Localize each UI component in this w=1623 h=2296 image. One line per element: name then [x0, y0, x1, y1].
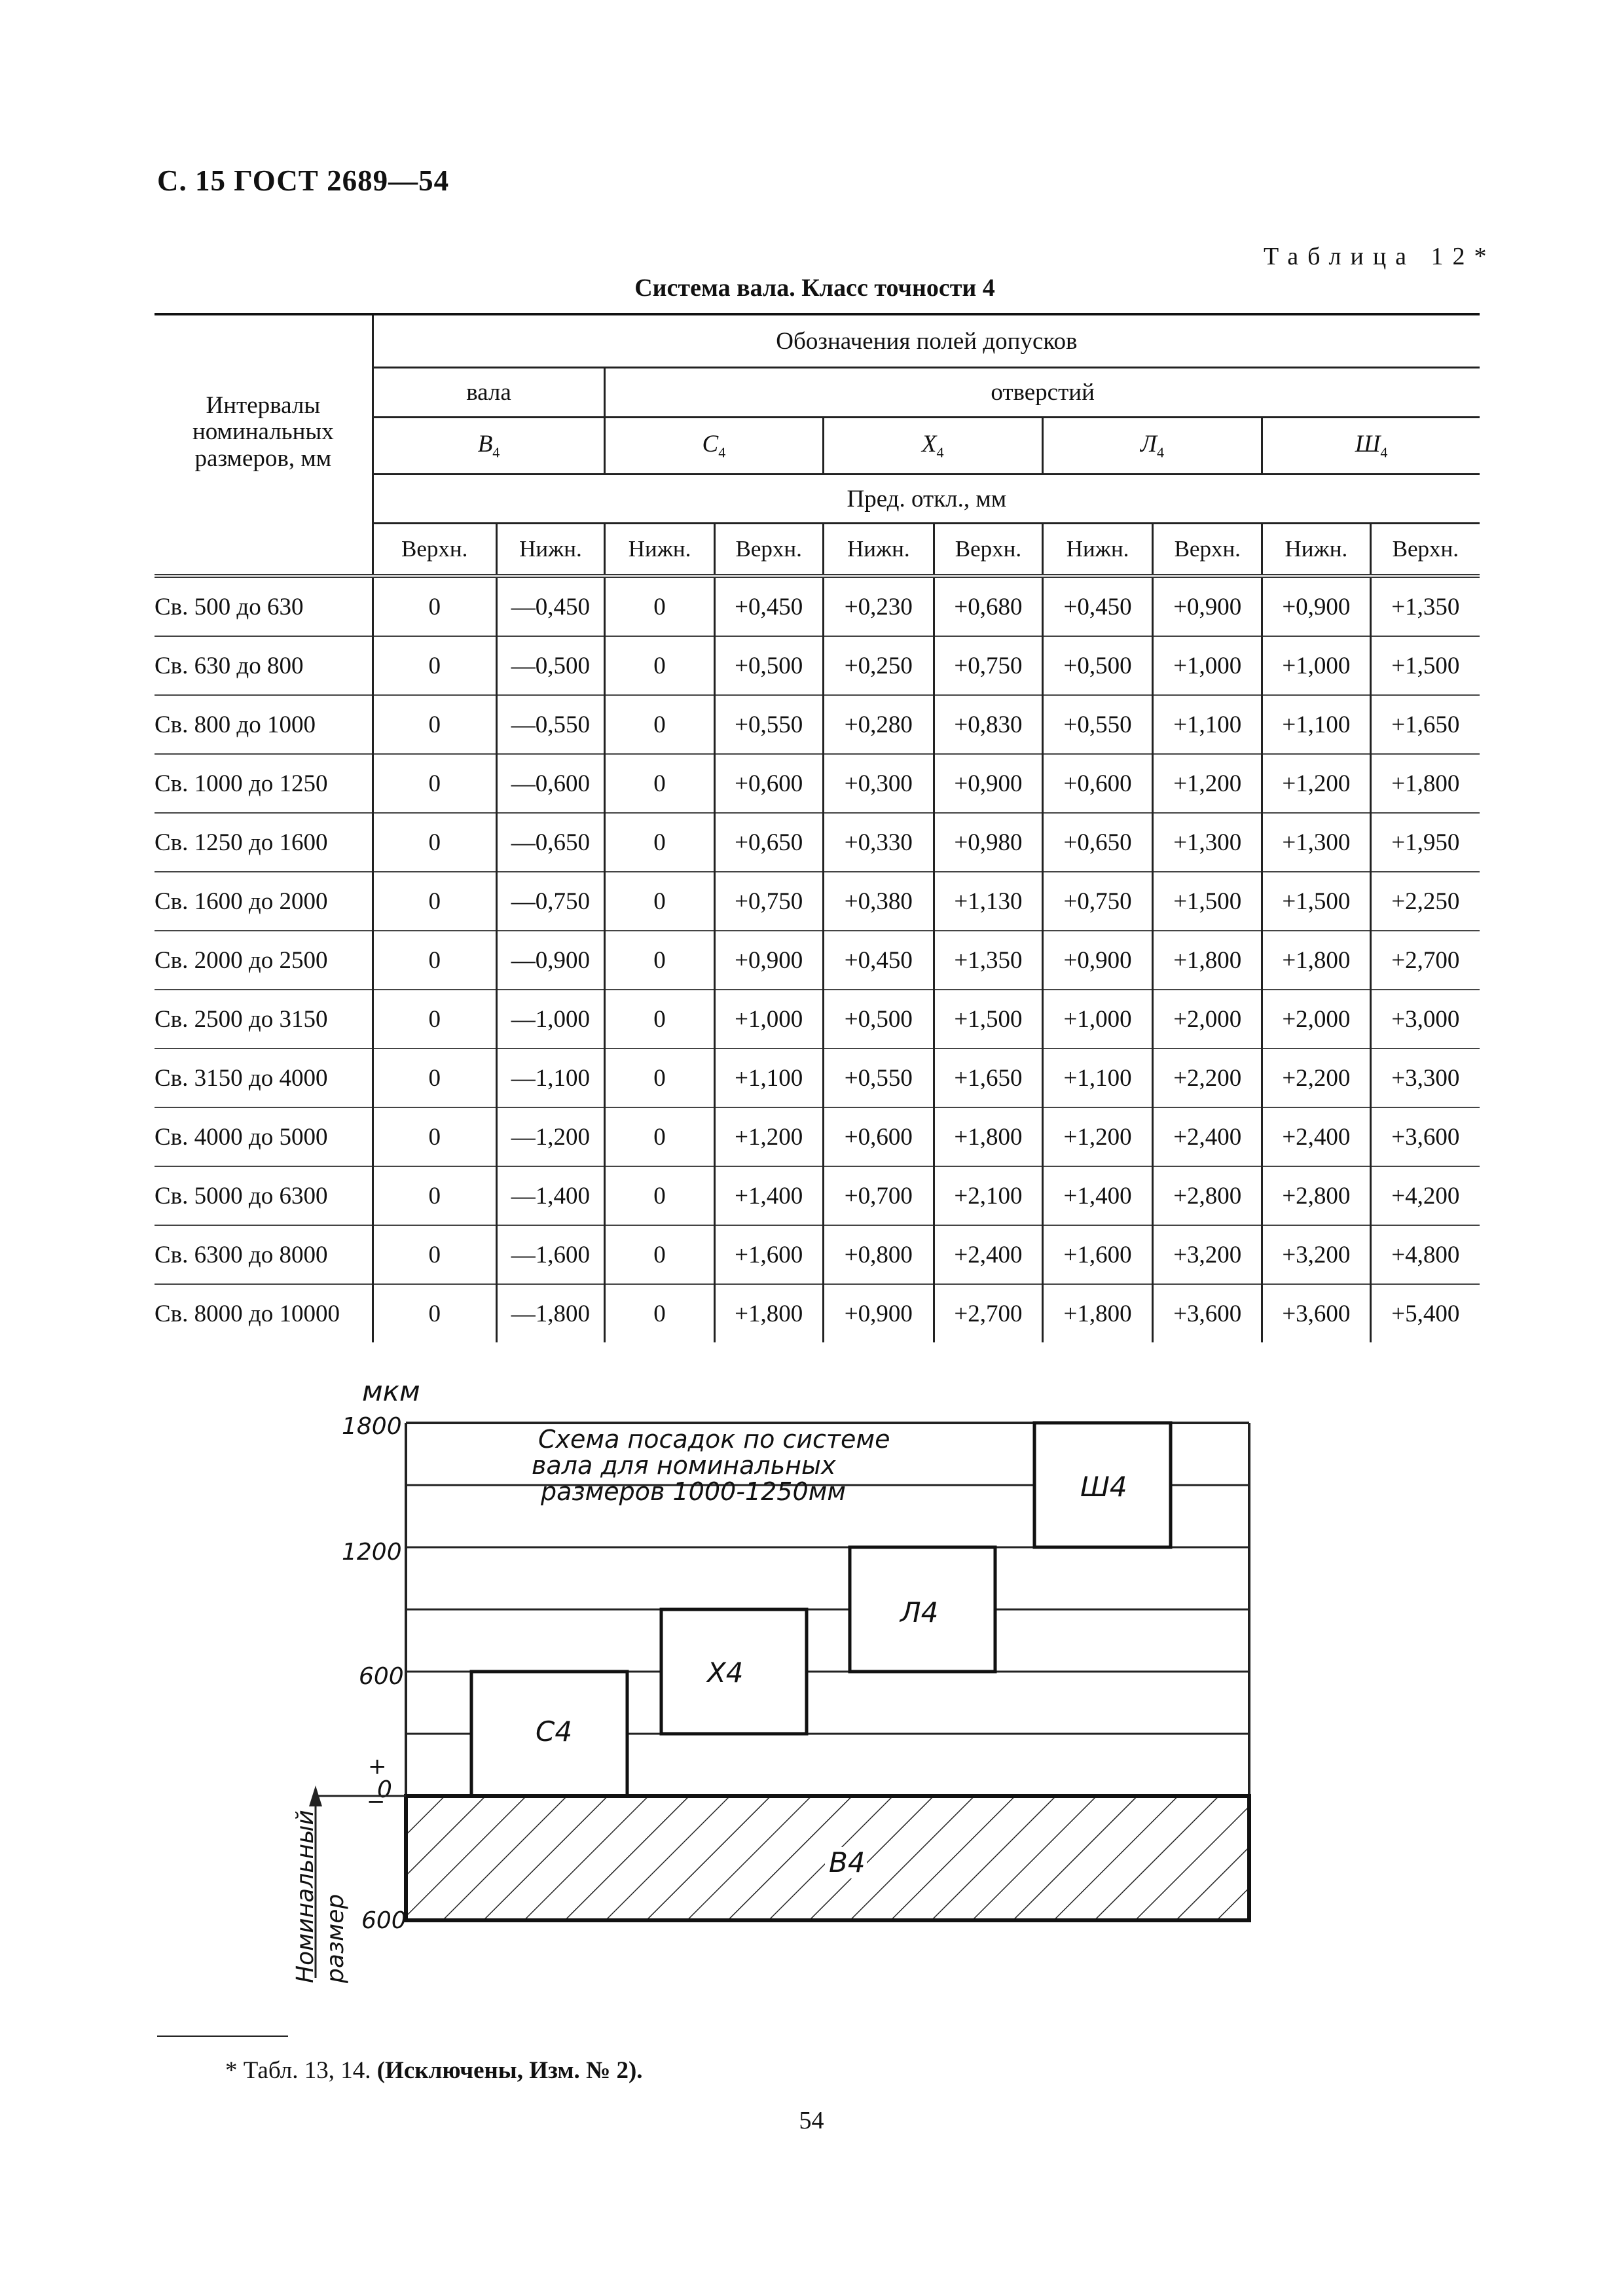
- deviation-cell: +3,000: [1370, 990, 1480, 1049]
- deviation-cell: +1,950: [1370, 813, 1480, 872]
- deviation-cell: +0,230: [823, 576, 934, 636]
- deviation-cell: +1,100: [714, 1049, 823, 1107]
- deviation-cell: +3,600: [1370, 1107, 1480, 1166]
- deviation-cell: +0,300: [823, 754, 934, 813]
- deviation-cell: +0,900: [1153, 576, 1262, 636]
- deviation-cell: 0: [605, 813, 715, 872]
- deviation-cell: +0,900: [1262, 576, 1371, 636]
- deviation-cell: +0,250: [823, 636, 934, 695]
- diagram-title-line-1: Схема посадок по системе: [538, 1425, 890, 1454]
- column-header: Верхн.: [1370, 524, 1480, 577]
- deviation-cell: 0: [373, 813, 496, 872]
- deviation-cell: +3,300: [1370, 1049, 1480, 1107]
- tick-1800: 1800: [342, 1413, 402, 1440]
- deviation-cell: —1,200: [496, 1107, 605, 1166]
- deviation-cell: +3,200: [1153, 1225, 1262, 1284]
- deviation-cell: +1,500: [934, 990, 1043, 1049]
- deviation-cell: 0: [605, 1166, 715, 1225]
- interval-cell: Св. 1600 до 2000: [155, 872, 373, 931]
- deviation-cell: +0,900: [934, 754, 1043, 813]
- interval-cell: Св. 5000 до 6300: [155, 1166, 373, 1225]
- deviation-cell: —0,550: [496, 695, 605, 754]
- deviation-cell: 0: [373, 872, 496, 931]
- deviation-cell: +1,100: [1153, 695, 1262, 754]
- deviation-cell: +1,400: [1042, 1166, 1153, 1225]
- tolerance-field-label: Х4: [707, 1657, 744, 1689]
- deviation-cell: 0: [373, 990, 496, 1049]
- column-header: Верхн.: [934, 524, 1043, 577]
- deviation-cell: +2,000: [1262, 990, 1371, 1049]
- deviation-cell: +0,900: [1042, 931, 1153, 990]
- footnote-amendment: (Исключены, Изм. № 2).: [376, 2057, 643, 2084]
- deviation-cell: +1,000: [1153, 636, 1262, 695]
- interval-cell: Св. 8000 до 10000: [155, 1300, 340, 1327]
- interval-cell: Св. 3150 до 4000: [155, 1049, 373, 1107]
- tick-zero: 0: [377, 1776, 392, 1803]
- column-header: Верхн.: [373, 524, 496, 577]
- deviation-cell: 0: [605, 695, 715, 754]
- deviation-cell: +0,600: [1042, 754, 1153, 813]
- deviation-cell: +3,600: [1262, 1284, 1371, 1342]
- deviation-cell: +0,750: [1042, 872, 1153, 931]
- column-header: Нижн.: [496, 524, 605, 577]
- deviation-cell: +0,750: [714, 872, 823, 931]
- deviation-cell: 0: [605, 931, 715, 990]
- deviations-header: Пред. откл., мм: [373, 475, 1480, 524]
- deviation-cell: 0: [373, 1049, 496, 1107]
- deviation-cell: +0,550: [823, 1049, 934, 1107]
- holes-header: отверстий: [605, 368, 1480, 418]
- interval-cell: Св. 1250 до 1600: [155, 813, 373, 872]
- shaft-header: вала: [373, 368, 604, 418]
- document-header: С. 15 ГОСТ 2689—54: [157, 164, 450, 197]
- deviation-cell: +1,800: [1153, 931, 1262, 990]
- deviation-cell: 0: [605, 636, 715, 695]
- deviation-cell: +0,500: [1042, 636, 1153, 695]
- deviation-cell: +2,000: [1153, 990, 1262, 1049]
- deviation-cell: +0,900: [714, 931, 823, 990]
- deviation-cell: —1,800: [496, 1284, 605, 1342]
- deviation-cell: +1,000: [1042, 990, 1153, 1049]
- deviation-cell: 0: [373, 1166, 496, 1225]
- deviation-cell: 0: [605, 990, 715, 1049]
- deviation-cell: +1,500: [1370, 636, 1480, 695]
- interval-cell: Св. 4000 до 5000: [155, 1107, 373, 1166]
- deviation-cell: +1,800: [714, 1284, 823, 1342]
- symbol-x4: $Х_4$: [823, 418, 1042, 475]
- page-number: 54: [799, 2107, 824, 2134]
- deviation-cell: +2,400: [1153, 1107, 1262, 1166]
- deviation-cell: +2,400: [934, 1225, 1043, 1284]
- deviation-cell: +1,200: [1262, 754, 1371, 813]
- deviation-cell: +1,350: [934, 931, 1043, 990]
- table-caption: Система вала. Класс точности 4: [634, 274, 995, 302]
- tick-600: 600: [359, 1663, 404, 1690]
- deviation-cell: +0,450: [1042, 576, 1153, 636]
- deviation-cell: +0,680: [934, 576, 1043, 636]
- deviation-cell: +0,380: [823, 872, 934, 931]
- deviation-cell: +1,600: [714, 1225, 823, 1284]
- symbol-b4: $В_4$: [373, 418, 604, 475]
- deviation-cell: +0,750: [934, 636, 1043, 695]
- deviation-cell: 0: [373, 695, 496, 754]
- deviation-cell: —1,600: [496, 1225, 605, 1284]
- deviation-cell: 0: [605, 576, 715, 636]
- axis-label-nominal: Номинальный: [292, 1810, 319, 1983]
- symbol-l4: $Л_4$: [1042, 418, 1262, 475]
- tick-1200: 1200: [342, 1539, 402, 1566]
- deviation-cell: +0,650: [714, 813, 823, 872]
- deviation-cell: 0: [373, 1107, 496, 1166]
- interval-cell: Св. 1000 до 1250: [155, 754, 373, 813]
- deviation-cell: +1,500: [1153, 872, 1262, 931]
- deviation-cell: +0,550: [1042, 695, 1153, 754]
- deviation-cell: 0: [373, 754, 496, 813]
- deviation-cell: +2,100: [934, 1166, 1043, 1225]
- interval-cell: Св. 6300 до 8000: [155, 1225, 373, 1284]
- deviation-cell: +1,800: [1262, 931, 1371, 990]
- deviation-cell: +1,100: [1262, 695, 1371, 754]
- deviation-cell: +0,330: [823, 813, 934, 872]
- deviation-cell: +1,350: [1370, 576, 1480, 636]
- deviation-cell: +3,200: [1262, 1225, 1371, 1284]
- deviation-cell: 0: [373, 931, 496, 990]
- table-label: Таблица 12*: [1264, 243, 1496, 270]
- deviation-cell: +1,650: [934, 1049, 1043, 1107]
- deviation-cell: +1,800: [1370, 754, 1480, 813]
- deviation-cell: +0,800: [823, 1225, 934, 1284]
- tick-minus: −: [367, 1789, 386, 1815]
- deviation-cell: +0,500: [823, 990, 934, 1049]
- deviation-cell: 0: [605, 1049, 715, 1107]
- deviation-cell: +1,800: [934, 1107, 1043, 1166]
- interval-cell: Св. 500 до 630: [155, 576, 373, 636]
- column-header: Верхн.: [714, 524, 823, 577]
- deviation-cell: +0,650: [1042, 813, 1153, 872]
- fields-header: Обозначения полей допусков: [373, 314, 1480, 368]
- deviation-cell: +1,300: [1262, 813, 1371, 872]
- deviation-cell: +0,900: [823, 1284, 934, 1342]
- deviation-cell: —0,600: [496, 754, 605, 813]
- deviation-cell: 0: [373, 1225, 496, 1284]
- deviation-cell: —0,500: [496, 636, 605, 695]
- deviation-cell: +1,500: [1262, 872, 1371, 931]
- deviation-cell: +1,000: [1262, 636, 1371, 695]
- deviation-cell: +0,450: [823, 931, 934, 990]
- deviation-cell: +2,250: [1370, 872, 1480, 931]
- diagram-title-line-3: размеров 1000-1250мм: [541, 1477, 846, 1506]
- deviation-cell: 0: [605, 754, 715, 813]
- deviation-cell: +1,400: [714, 1166, 823, 1225]
- deviation-cell: +1,800: [1042, 1284, 1153, 1342]
- tolerance-field-label: Ш4: [1080, 1471, 1127, 1503]
- tick-neg-600: 600: [361, 1907, 407, 1934]
- deviation-cell: +0,550: [714, 695, 823, 754]
- deviation-cell: —0,450: [496, 576, 605, 636]
- deviation-cell: 0: [373, 576, 496, 636]
- deviation-cell: +0,450: [714, 576, 823, 636]
- deviation-cell: +0,600: [823, 1107, 934, 1166]
- deviation-cell: +1,200: [1042, 1107, 1153, 1166]
- deviation-cell: +0,280: [823, 695, 934, 754]
- deviation-cell: +1,200: [1153, 754, 1262, 813]
- deviation-cell: +1,130: [934, 872, 1043, 931]
- deviation-cell: +2,800: [1153, 1166, 1262, 1225]
- deviation-cell: 0: [605, 1107, 715, 1166]
- tolerance-field-label: В4: [829, 1846, 866, 1878]
- deviation-cell: +1,200: [714, 1107, 823, 1166]
- deviation-cell: +1,000: [714, 990, 823, 1049]
- footnote: [225, 2056, 643, 2085]
- column-header: Верхн.: [1153, 524, 1262, 577]
- deviation-cell: —1,400: [496, 1166, 605, 1225]
- deviation-cell: +1,650: [1370, 695, 1480, 754]
- column-header: Нижн.: [823, 524, 934, 577]
- deviation-cell: +0,700: [823, 1166, 934, 1225]
- deviation-cell: +1,100: [1042, 1049, 1153, 1107]
- deviation-cell: +0,600: [714, 754, 823, 813]
- deviation-cell: —0,900: [496, 931, 605, 990]
- footnote-text: * Табл. 13, 14.: [225, 2057, 377, 2084]
- deviation-cell: +0,980: [934, 813, 1043, 872]
- deviation-cell: +2,400: [1262, 1107, 1371, 1166]
- deviation-cell: —1,000: [496, 990, 605, 1049]
- deviation-cell: +0,830: [934, 695, 1043, 754]
- deviation-cell: 0: [605, 872, 715, 931]
- unit-label: мкм: [362, 1375, 420, 1407]
- axis-label-size: размер: [322, 1893, 349, 1983]
- column-header: Нижн.: [1042, 524, 1153, 577]
- deviation-cell: 0: [373, 1284, 496, 1342]
- footnote-separator: [157, 2036, 288, 2037]
- symbol-sh4: $Ш_4$: [1262, 418, 1480, 475]
- deviation-cell: +1,300: [1153, 813, 1262, 872]
- deviation-cell: +0,500: [714, 636, 823, 695]
- column-header: Нижн.: [605, 524, 715, 577]
- interval-cell: Св. 2000 до 2500: [155, 931, 373, 990]
- tick-plus: +: [368, 1753, 387, 1780]
- deviation-cell: +4,800: [1370, 1225, 1480, 1284]
- interval-cell: Св. 800 до 1000: [155, 695, 373, 754]
- interval-cell: Св. 2500 до 3150: [155, 990, 373, 1049]
- diagram-title-line-2: вала для номинальных: [532, 1451, 836, 1480]
- deviation-cell: +2,700: [1370, 931, 1480, 990]
- interval-cell: Св. 630 до 800: [155, 636, 373, 695]
- deviation-cell: +2,800: [1262, 1166, 1371, 1225]
- symbol-c4: $С_4$: [605, 418, 823, 475]
- deviation-cell: +1,600: [1042, 1225, 1153, 1284]
- deviation-cell: 0: [373, 636, 496, 695]
- deviation-cell: —0,650: [496, 813, 605, 872]
- tolerance-field-label: Л4: [900, 1596, 939, 1628]
- deviation-cell: 0: [605, 1284, 715, 1342]
- deviation-cell: +2,200: [1153, 1049, 1262, 1107]
- column-header: Нижн.: [1262, 524, 1371, 577]
- deviation-cell: 0: [605, 1225, 715, 1284]
- deviation-cell: +4,200: [1370, 1166, 1480, 1225]
- intervals-header: Интервалы номинальных размеров, мм: [192, 391, 334, 473]
- deviation-cell: +5,400: [1370, 1284, 1480, 1342]
- deviation-cell: —1,100: [496, 1049, 605, 1107]
- deviation-cell: +2,200: [1262, 1049, 1371, 1107]
- tolerance-field-label: С4: [536, 1715, 573, 1748]
- deviation-cell: —0,750: [496, 872, 605, 931]
- deviation-cell: +2,700: [934, 1284, 1043, 1342]
- deviation-cell: +3,600: [1153, 1284, 1262, 1342]
